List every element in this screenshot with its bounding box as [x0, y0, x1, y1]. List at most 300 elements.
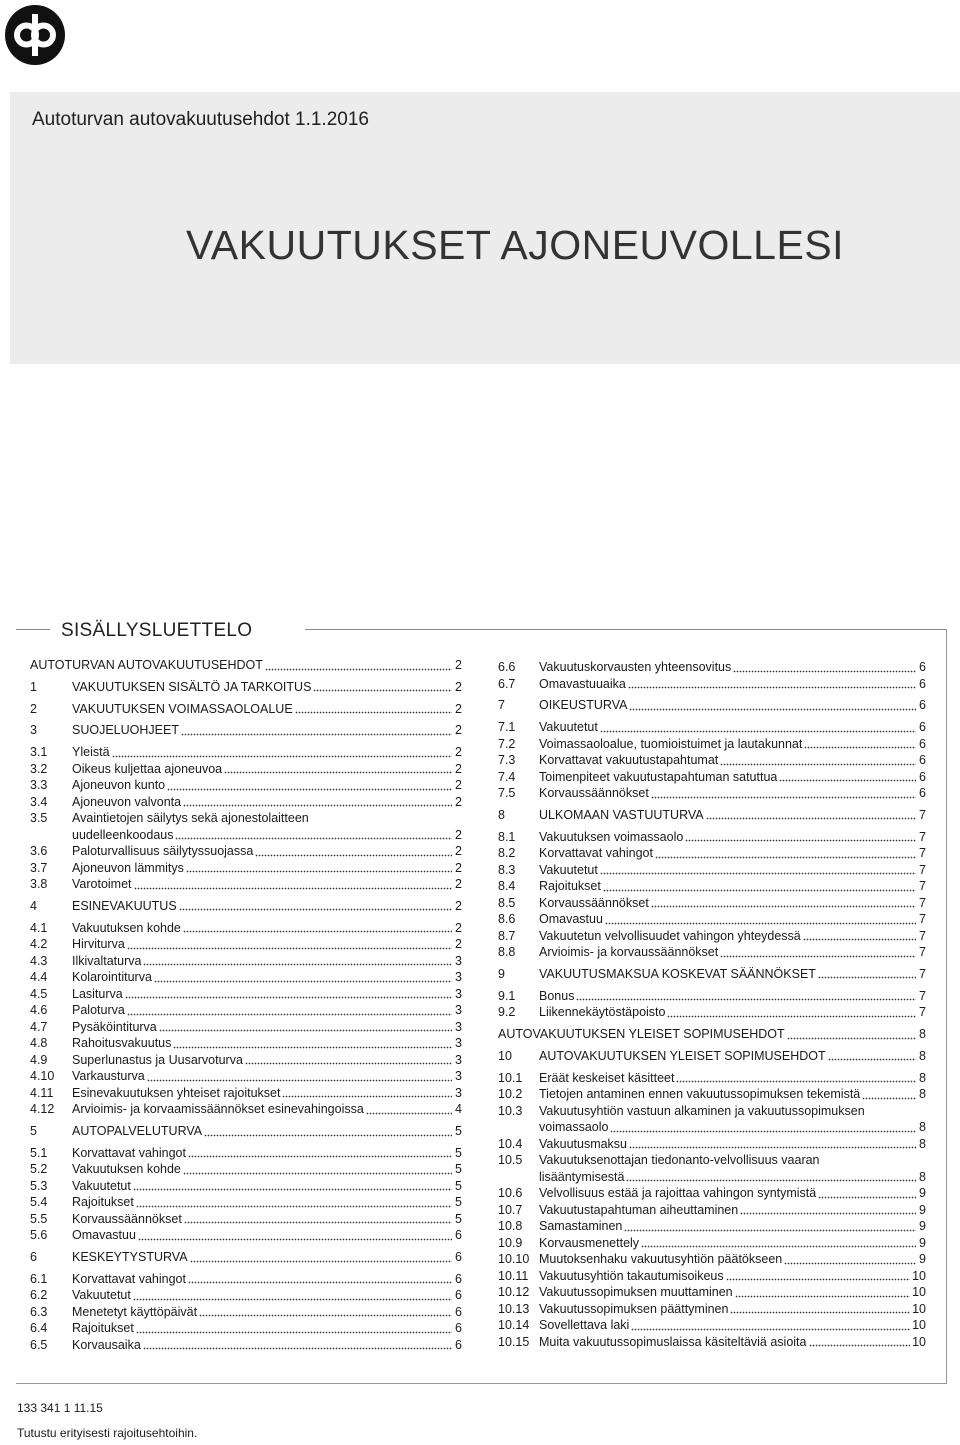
- toc-leader-dots: [610, 1122, 916, 1133]
- toc-entry-label: Paloturva: [72, 1003, 125, 1018]
- toc-leader-dots: [245, 1054, 452, 1065]
- toc-leader-dots: [134, 879, 452, 890]
- toc-entry: [498, 659, 926, 676]
- toc-entry-number: 10.14: [498, 1318, 530, 1333]
- toc-entry-number: 3: [30, 723, 37, 738]
- toc-entry-label: Arvioimis- ja korvaamissäännökset esinevahingoissa: [72, 1102, 364, 1117]
- toc-entry-label: Toimenpiteet vakuutustapahtuman satuttua: [539, 769, 778, 784]
- toc-leader-dots: [706, 809, 916, 820]
- toc-entry-number: 8.7: [498, 928, 516, 943]
- toc-leader-dots: [804, 738, 916, 749]
- toc-entry-page: 4: [455, 1102, 462, 1117]
- toc-entry-number: 10.15: [498, 1334, 530, 1349]
- toc-leader-dots: [685, 831, 916, 842]
- toc-entry: [30, 761, 462, 778]
- toc-entry-page: 7: [919, 829, 926, 844]
- toc-entry: [30, 986, 462, 1003]
- toc-entry-label: Korvattavat vahingot: [539, 846, 653, 861]
- toc-leader-dots: [136, 1197, 452, 1208]
- toc-entry-label: Muita vakuutussopimuslaissa käsiteltäviä asioita: [539, 1334, 807, 1349]
- toc-entry-number: 8.5: [498, 895, 516, 910]
- toc-entry-label: Rajoitukset: [72, 1195, 134, 1210]
- toc-entry-label: Menetetyt käyttöpäivät: [72, 1304, 198, 1319]
- toc-entry: [30, 1320, 462, 1337]
- toc-leader-dots: [112, 747, 452, 758]
- toc-entry: [498, 1136, 926, 1153]
- toc-leader-dots: [265, 660, 452, 671]
- toc-entry-label: Rajoitukset: [539, 879, 601, 894]
- toc-leader-dots: [818, 968, 916, 979]
- toc-leader-dots: [600, 722, 916, 733]
- toc-entry-page: 10: [912, 1285, 926, 1300]
- toc-entry-label: Pysäköintiturva: [72, 1019, 157, 1034]
- toc-entry-number: 10.11: [498, 1268, 529, 1283]
- toc-entry: [30, 1211, 462, 1228]
- toc-entry: [30, 1271, 462, 1288]
- toc-leader-dots: [779, 771, 916, 782]
- toc-entry-label: Vakuutustapahtuman aiheuttaminen: [539, 1202, 739, 1217]
- toc-entry-page: 9: [919, 1235, 926, 1250]
- toc-entry-page: 6: [919, 698, 926, 713]
- toc-entry-page: 7: [919, 966, 926, 981]
- toc-entry-number: 8.4: [498, 879, 516, 894]
- toc-entry-page: 9: [919, 1202, 926, 1217]
- toc-leader-dots: [183, 1164, 452, 1175]
- toc-entry-number: 10.10: [498, 1252, 530, 1267]
- toc-leader-dots: [282, 1087, 452, 1098]
- toc-entry-label: Oikeus kuljettaa ajoneuvoa: [72, 761, 223, 776]
- toc-entry-number: 4.6: [30, 1003, 48, 1018]
- toc-entry-page: 5: [455, 1124, 462, 1139]
- toc-entry-page: 6: [919, 660, 926, 674]
- toc-entry-number: 6.3: [30, 1304, 48, 1319]
- toc-entry-label: AUTOVAKUUTUKSEN YLEISET SOPIMUSEHDOT: [539, 1048, 826, 1063]
- toc-entry: [498, 807, 926, 824]
- toc-entry: [30, 722, 462, 739]
- toc-entry-page: 5: [455, 1195, 462, 1210]
- toc-leader-dots: [603, 881, 916, 892]
- toc-entry: [498, 1004, 926, 1021]
- toc-entry-number: 4.12: [30, 1102, 55, 1117]
- toc-entry-page: 7: [919, 1005, 926, 1020]
- toc-leader-dots: [127, 1005, 452, 1016]
- toc-leader-dots: [190, 1252, 452, 1263]
- toc-entry-number: 5: [30, 1124, 37, 1139]
- toc-entry-page: 5: [455, 1162, 462, 1177]
- toc-leader-dots: [720, 755, 916, 766]
- toc-entry-number: 10.9: [498, 1235, 523, 1250]
- toc-entry-label: Kolarointiturva: [72, 970, 152, 985]
- toc-entry: [30, 1101, 462, 1118]
- toc-entry-label: uudelleenkoodaus: [72, 827, 174, 842]
- toc-entry: [498, 829, 926, 846]
- toc-entry-page: 6: [455, 1304, 462, 1319]
- toc-entry-label: Vakuutusyhtiön vastuun alkaminen ja vakuutussopimuksen: [539, 1103, 865, 1118]
- toc-entry-page: 3: [455, 1019, 462, 1034]
- toc-entry-label: Ilkivaltaturva: [72, 953, 142, 968]
- toc-entry-page: 2: [455, 898, 462, 913]
- toc-leader-dots: [181, 725, 452, 736]
- toc-entry: [498, 719, 926, 736]
- toc-entry-page: 5: [455, 1178, 462, 1193]
- toc-entry: [498, 769, 926, 786]
- toc-entry-label: Ajoneuvon kunto: [72, 778, 166, 793]
- toc-entry-page: 6: [455, 1337, 462, 1352]
- toc-entry-label: Vakuutusmaksu: [539, 1136, 628, 1151]
- toc-entry-number: 6.1: [30, 1271, 48, 1286]
- toc-entry: [30, 876, 462, 893]
- toc-entry-label: Varkausturva: [72, 1069, 145, 1084]
- toc-leader-dots: [676, 1072, 916, 1083]
- toc-entry: [498, 1119, 926, 1136]
- toc-entry-label: Arvioimis- ja korvaussäännökset: [539, 945, 719, 960]
- toc-entry: [30, 794, 462, 811]
- toc-entry-label: Vakuutetut: [72, 1178, 131, 1193]
- toc-entry-label: Vakuutussopimuksen muuttaminen: [539, 1285, 733, 1300]
- toc-entry-label: Omavastuu: [539, 912, 603, 927]
- toc-leader-dots: [255, 846, 452, 857]
- toc-entry-label: AUTOVAKUUTUKSEN YLEISET SOPIMUSEHDOT: [498, 1027, 785, 1042]
- toc-entry-number: 6: [30, 1250, 37, 1265]
- toc-entry: [498, 1218, 926, 1235]
- toc-entry-label: Ajoneuvon valvonta: [72, 794, 182, 809]
- toc-entry-page: 6: [455, 1321, 462, 1336]
- toc-entry: [30, 969, 462, 986]
- toc-entry-page: 8: [919, 1027, 926, 1042]
- toc-entry-number: 5.1: [30, 1145, 48, 1160]
- toc-leader-dots: [641, 1237, 916, 1248]
- toc-entry-number: 4.4: [30, 970, 48, 985]
- toc-entry-page: 2: [455, 937, 462, 952]
- toc-leader-dots: [576, 990, 916, 1001]
- toc-entry-label: Vakuutuskorvausten yhteensovitus: [539, 660, 732, 674]
- toc-entry: [498, 1026, 926, 1043]
- toc-entry: [498, 1235, 926, 1252]
- toc-leader-dots: [735, 1287, 910, 1298]
- toc-entry: [498, 1169, 926, 1186]
- footer-note: Tutustu erityisesti rajoitusehtoihin.: [17, 1426, 198, 1440]
- toc-entry-label: Rahoitusvakuutus: [72, 1036, 172, 1051]
- toc-leader-dots: [740, 1204, 916, 1215]
- toc-entry-number: 4: [30, 898, 37, 913]
- toc-leader-dots: [626, 1171, 916, 1182]
- toc-entry: [30, 1287, 462, 1304]
- toc-entry-number: 2: [30, 701, 37, 716]
- toc-leader-dots: [809, 1336, 911, 1347]
- toc-entry-label: OIKEUSTURVA: [539, 698, 628, 713]
- toc-entry-page: 7: [919, 862, 926, 877]
- toc-entry-label: Vakuutetut: [539, 862, 598, 877]
- toc-leader-dots: [818, 1188, 916, 1199]
- toc-entry-page: 7: [919, 928, 926, 943]
- toc-leader-dots: [125, 988, 452, 999]
- toc-entry-page: 2: [455, 701, 462, 716]
- toc-entry-label: Muutoksenhaku vakuutusyhtiön päätökseen: [539, 1252, 783, 1267]
- toc-entry-label: SUOJELUOHJEET: [72, 723, 179, 738]
- toc-entry-label: Esinevakuutuksen yhteiset rajoitukset: [72, 1085, 281, 1100]
- toc-entry-page: 8: [919, 1087, 926, 1102]
- toc-entry-number: 7.1: [498, 720, 516, 735]
- toc-leader-dots: [143, 955, 452, 966]
- toc-rule-left: [16, 629, 50, 630]
- toc-entry-number: 8.2: [498, 846, 516, 861]
- toc-entry-number: 3.6: [30, 844, 48, 859]
- toc-entry: [498, 845, 926, 862]
- document-title: Autoturvan autovakuutusehdot 1.1.2016: [32, 109, 369, 130]
- toc-entry: [30, 953, 462, 970]
- toc-entry-number: 9.1: [498, 988, 516, 1003]
- toc-entry-number: 3.7: [30, 860, 48, 875]
- toc-entry: [498, 1251, 926, 1268]
- toc-entry: [30, 1337, 462, 1354]
- toc-entry-label: Liikennekäytöstäpoisto: [539, 1005, 666, 1020]
- document-code: 133 341 1 11.15: [17, 1401, 103, 1415]
- toc-entry: [498, 895, 926, 912]
- toc-leader-dots: [154, 972, 452, 983]
- toc-entry-label: Korvausmenettely: [539, 1235, 640, 1250]
- toc-column-right: [498, 659, 926, 1350]
- toc-entry-number: 7.3: [498, 753, 516, 768]
- toc-entry-label: Lasiturva: [72, 986, 123, 1001]
- toc-entry-page: 8: [919, 1169, 926, 1184]
- toc-entry-number: 6.2: [30, 1288, 48, 1303]
- toc-entry: [30, 1002, 462, 1019]
- toc-entry-page: 10: [912, 1318, 926, 1333]
- toc-entry: [498, 1202, 926, 1219]
- toc-entry-page: 2: [455, 778, 462, 793]
- toc-entry-page: 2: [455, 920, 462, 935]
- toc-entry: [30, 1194, 462, 1211]
- toc-entry: [30, 701, 462, 718]
- toc-entry: [30, 1123, 462, 1140]
- toc-entry-page: 7: [919, 879, 926, 894]
- toc-leader-dots: [366, 1104, 452, 1115]
- toc-entry: [30, 1035, 462, 1052]
- toc-entry-label: Vakuutuksenottajan tiedonanto-velvollisuus vaaran: [539, 1153, 820, 1168]
- toc-entry: [498, 966, 926, 983]
- toc-entry-number: 4.3: [30, 953, 48, 968]
- toc-entry-number: 4.7: [30, 1019, 48, 1034]
- toc-entry-label: Vakuutuksen kohde: [72, 920, 181, 935]
- toc-leader-dots: [655, 848, 916, 859]
- toc-entry: [30, 1178, 462, 1195]
- toc-entry-number: 10.1: [498, 1070, 523, 1085]
- toc-leader-dots: [204, 1126, 452, 1137]
- toc-entry-page: 2: [455, 658, 462, 672]
- toc-entry-label: AUTOTURVAN AUTOVAKUUTUSEHDOT: [30, 658, 263, 672]
- toc-entry: [30, 920, 462, 937]
- toc-entry-number: 7.2: [498, 736, 516, 751]
- toc-entry: [30, 936, 462, 953]
- toc-entry-label: Eräät keskeiset käsitteet: [539, 1070, 675, 1085]
- toc-entry-page: 7: [919, 945, 926, 960]
- toc-leader-dots: [188, 1147, 452, 1158]
- toc-entry-page: 3: [455, 986, 462, 1001]
- toc-entry-page: 2: [455, 827, 462, 842]
- toc-entry: [30, 1052, 462, 1069]
- toc-entry-page: 2: [455, 794, 462, 809]
- toc-entry-number: 4.9: [30, 1052, 48, 1067]
- toc-entry-number: 10.13: [498, 1301, 530, 1316]
- toc-leader-dots: [628, 678, 916, 689]
- toc-entry-page: 2: [455, 745, 462, 760]
- toc-entry-number: 6.6: [498, 660, 516, 674]
- toc-entry-number: 10.12: [498, 1285, 530, 1300]
- toc-entry-label: KESKEYTYSTURVA: [72, 1250, 188, 1265]
- toc-leader-dots: [313, 681, 452, 692]
- toc-leader-dots: [138, 1230, 452, 1241]
- main-title: VAKUUTUKSET AJONEUVOLLESI: [186, 222, 845, 268]
- toc-entry-page: 8: [919, 1070, 926, 1085]
- toc-leader-dots: [726, 1270, 910, 1281]
- toc-entry: [498, 1284, 926, 1301]
- toc-leader-dots: [127, 939, 452, 950]
- toc-entry-number: 8.1: [498, 829, 516, 844]
- toc-entry: [498, 1103, 926, 1120]
- toc-entry-label: Voimassaoloalue, tuomioistuimet ja lautakunnat: [539, 736, 803, 751]
- toc-entry-number: 1: [30, 679, 37, 694]
- toc-entry-page: 6: [919, 676, 926, 691]
- toc-entry-number: 9: [498, 966, 505, 981]
- toc-entry-label: ULKOMAAN VASTUUTURVA: [539, 807, 704, 822]
- toc-leader-dots: [133, 1180, 452, 1191]
- toc-entry: [498, 1301, 926, 1318]
- toc-entry: [30, 1019, 462, 1036]
- toc-entry-page: 6: [455, 1271, 462, 1286]
- toc-entry: [30, 1161, 462, 1178]
- toc-entry-number: 10.5: [498, 1153, 523, 1168]
- toc-entry-page: 8: [919, 1048, 926, 1063]
- toc-entry: [498, 1268, 926, 1285]
- toc-leader-dots: [167, 780, 452, 791]
- toc-leader-dots: [175, 829, 452, 840]
- toc-entry-label: VAKUUTUKSEN SISÄLTÖ JA TARKOITUS: [72, 679, 312, 694]
- toc-leader-dots: [828, 1050, 916, 1061]
- toc-entry-number: 5.3: [30, 1178, 48, 1193]
- toc-entry-label: ESINEVAKUUTUS: [72, 898, 177, 913]
- toc-entry-page: 2: [455, 761, 462, 776]
- toc-entry-page: 2: [455, 860, 462, 875]
- toc-entry: [30, 657, 462, 674]
- toc-leader-dots: [730, 1303, 910, 1314]
- toc-entry-label: Omavastuuaika: [539, 676, 626, 691]
- toc-entry-page: 10: [912, 1301, 926, 1316]
- toc-entry-label: Ajoneuvon lämmitys: [72, 860, 184, 875]
- toc-entry: [30, 1145, 462, 1162]
- toc-entry-page: 6: [919, 769, 926, 784]
- toc-entry-label: Vakuutusyhtiön takautumisoikeus: [539, 1268, 724, 1283]
- toc-entry-label: AUTOPALVELUTURVA: [72, 1124, 203, 1139]
- toc-entry-label: Korvaussäännökset: [539, 786, 649, 801]
- toc-leader-dots: [224, 763, 452, 774]
- toc-entry-page: 3: [455, 1003, 462, 1018]
- toc-entry-number: 10.2: [498, 1087, 523, 1102]
- toc-entry-label: Paloturvallisuus säilytyssuojassa: [72, 844, 254, 859]
- toc-entry-page: 6: [455, 1250, 462, 1265]
- toc-leader-dots: [295, 703, 452, 714]
- toc-entry-page: 7: [919, 807, 926, 822]
- toc-leader-dots: [733, 662, 916, 673]
- toc-heading: SISÄLLYSLUETTELO: [57, 620, 256, 642]
- toc-entry-page: 8: [919, 1120, 926, 1135]
- toc-leader-dots: [188, 1273, 452, 1284]
- toc-entry-number: 3.4: [30, 794, 48, 809]
- toc-entry-label: VAKUUTUKSEN VOIMASSAOLOALUE: [72, 701, 293, 716]
- toc-entry: [498, 785, 926, 802]
- toc-entry-page: 5: [455, 1145, 462, 1160]
- toc-entry-label: Hirviturva: [72, 937, 125, 952]
- toc-leader-dots: [862, 1089, 916, 1100]
- toc-entry-label: Vakuutussopimuksen päättyminen: [539, 1301, 729, 1316]
- toc-column-left: [30, 657, 462, 1353]
- toc-entry: [498, 736, 926, 753]
- toc-entry-label: Korvattavat vahingot: [72, 1145, 186, 1160]
- toc-entry-number: 5.4: [30, 1195, 48, 1210]
- toc-entry-page: 9: [919, 1219, 926, 1234]
- toc-entry-page: 3: [455, 1036, 462, 1051]
- toc-leader-dots: [173, 1038, 452, 1049]
- toc-entry-number: 4.5: [30, 986, 48, 1001]
- toc-entry-label: Avaintietojen säilytys sekä ajonestolaitteen: [72, 811, 309, 826]
- toc-entry: [30, 1249, 462, 1266]
- toc-entry-label: Sovellettava laki: [539, 1318, 630, 1333]
- toc-entry-label: Velvollisuus estää ja rajoittaa vahingon syntymistä: [539, 1186, 817, 1201]
- toc-entry-page: 6: [919, 736, 926, 751]
- toc-entry: [30, 898, 462, 915]
- toc-entry-label: Yleistä: [72, 745, 110, 760]
- toc-entry-label: Korvaussäännökset: [72, 1211, 182, 1226]
- toc-entry-page: 8: [919, 1136, 926, 1151]
- toc-entry-number: 10: [498, 1048, 512, 1063]
- toc-entry-page: 10: [912, 1268, 926, 1283]
- toc-entry-label: Omavastuu: [72, 1228, 136, 1243]
- toc-entry-page: 3: [455, 970, 462, 985]
- toc-entry: [498, 1317, 926, 1334]
- toc-leader-dots: [143, 1339, 452, 1350]
- toc-entry-page: 3: [455, 1052, 462, 1067]
- toc-entry-number: 6.4: [30, 1321, 48, 1336]
- toc-entry: [30, 1227, 462, 1244]
- toc-entry-label: voimassaolo: [539, 1120, 609, 1135]
- toc-entry-number: 3.5: [30, 811, 48, 826]
- toc-entry-number: 8.6: [498, 912, 516, 927]
- toc-entry-number: 3.2: [30, 761, 48, 776]
- toc-entry: [498, 1334, 926, 1351]
- toc-entry-number: 10.7: [498, 1202, 523, 1217]
- toc-entry: [30, 860, 462, 877]
- toc-entry-number: 10.8: [498, 1219, 523, 1234]
- toc-entry-page: 9: [919, 1186, 926, 1201]
- toc-leader-dots: [629, 1138, 916, 1149]
- toc-entry: [498, 697, 926, 714]
- toc-entry-label: Vakuutetut: [539, 720, 598, 735]
- toc-entry-page: 6: [455, 1228, 462, 1243]
- toc-entry-label: Superlunastus ja Uusarvoturva: [72, 1052, 243, 1067]
- toc-entry-label: Korvattavat vahingot: [72, 1271, 186, 1286]
- toc-entry: [498, 1152, 926, 1169]
- toc-entry-page: 6: [919, 753, 926, 768]
- toc-entry: [30, 1068, 462, 1085]
- toc-entry: [498, 944, 926, 961]
- toc-entry-page: 3: [455, 1085, 462, 1100]
- toc-entry: [498, 911, 926, 928]
- toc-entry: [30, 810, 462, 827]
- toc-entry-page: 3: [455, 1069, 462, 1084]
- toc-entry-number: 6.7: [498, 676, 516, 691]
- toc-entry: [30, 1304, 462, 1321]
- toc-leader-dots: [624, 1221, 916, 1232]
- toc-entry-page: 5: [455, 1211, 462, 1226]
